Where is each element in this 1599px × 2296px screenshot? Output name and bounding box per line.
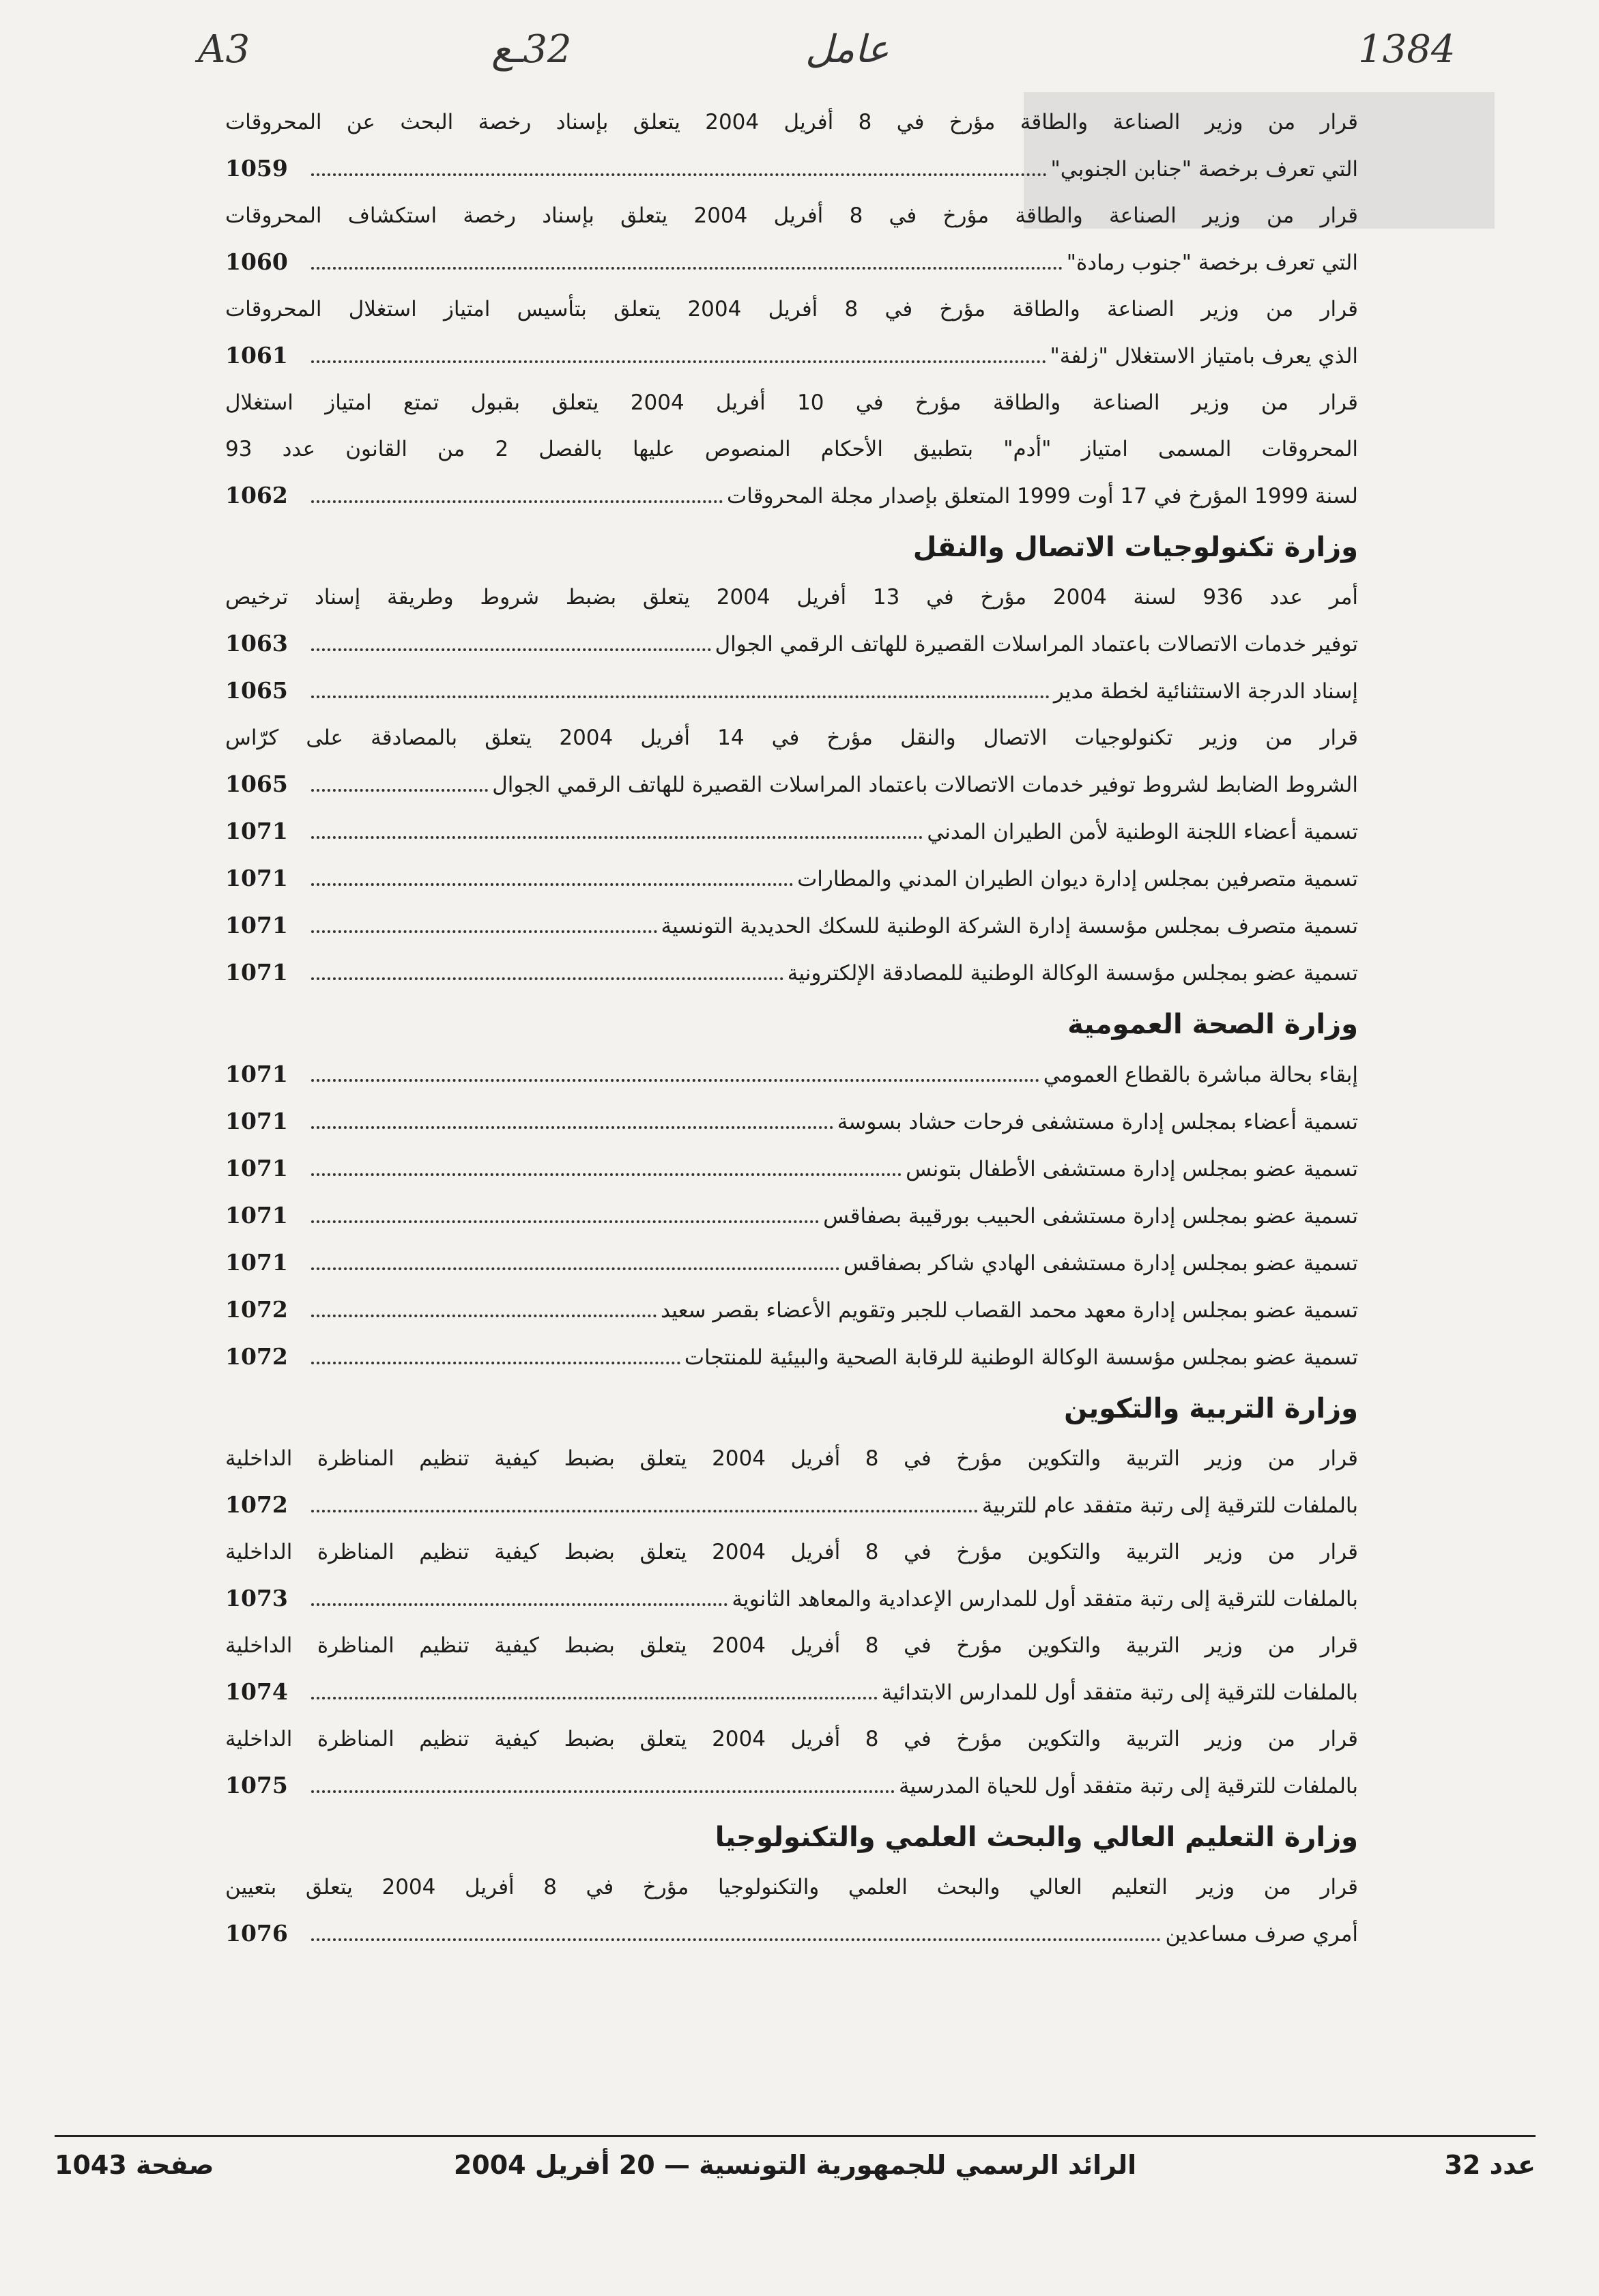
toc-entry <box>225 1716 1358 1809</box>
toc-entry-text: قرار من وزير التربية والتكوين مؤرخ في 8 أفريل 2004 يتعلق بضبط كيفية تنظيم المناظرة الداخلية <box>225 1633 1358 1658</box>
toc-page-number: 1071 <box>225 1249 288 1276</box>
page-number: صفحة 1043 <box>55 2150 214 2180</box>
dot-leader <box>311 1287 657 1317</box>
dot-leader <box>311 762 488 792</box>
dot-leader <box>311 473 723 503</box>
toc-entry-text: إبقاء بحالة مباشرة بالقطاع العمومي <box>1043 1063 1358 1087</box>
toc-page-number: 1065 <box>225 677 288 704</box>
toc-page-number: 1071 <box>225 1061 288 1087</box>
toc-entry-text: الذي يعرف بامتياز الاستغلال "زلفة" <box>1050 344 1358 369</box>
toc-page-number: 1071 <box>225 1155 288 1181</box>
toc-entry-text: تسمية متصرفين بمجلس إدارة ديوان الطيران المدني والمطارات <box>797 867 1358 891</box>
dot-leader <box>311 240 1063 270</box>
toc-entry-text: قرار من وزير الصناعة والطاقة مؤرخ في 8 أفريل 2004 يتعلق بإسناد رخصة البحث عن المحروقات <box>225 110 1358 134</box>
toc-page-number: 1071 <box>225 865 288 891</box>
toc-entry-text: قرار من وزير الصناعة والطاقة مؤرخ في 10 أفريل 2004 يتعلق بقبول تمتع امتياز استغلال <box>225 390 1358 415</box>
dot-leader <box>311 950 783 980</box>
toc-entry <box>225 1529 1358 1622</box>
footer-rule <box>55 2135 1536 2137</box>
toc-page-number: 1060 <box>225 248 288 275</box>
dot-leader <box>311 333 1046 363</box>
dot-leader <box>311 1193 819 1223</box>
toc-entry-text: تسمية عضو بمجلس مؤسسة الوكالة الوطنية للرقابة الصحية والبيئية للمنتجات <box>684 1345 1358 1370</box>
toc-entry-text: بالملفات للترقية إلى رتبة متفقد أول للمدارس الإعدادية والمعاهد الثانوية <box>732 1587 1358 1611</box>
issue-number: عدد 32 <box>1444 2150 1536 2180</box>
toc-page-number: 1076 <box>225 1920 288 1947</box>
toc-entry <box>225 1435 1358 1529</box>
toc-entry-text: تسمية عضو بمجلس إدارة مستشفى الهادي شاكر بصفاقس <box>843 1251 1358 1276</box>
ministry-heading: وزارة التربية والتكوين <box>1064 1393 1358 1424</box>
toc-entry-text: تسمية عضو بمجلس مؤسسة الوكالة الوطنية للمصادقة الإلكترونية <box>787 961 1358 986</box>
toc-entry-text: التي تعرف برخصة "جنوب رمادة" <box>1066 250 1358 275</box>
toc-page-number: 1072 <box>225 1296 288 1323</box>
toc-entry <box>225 379 1358 519</box>
toc-entry-text: لسنة 1999 المؤرخ في 17 أوت 1999 المتعلق بإصدار مجلة المحروقات <box>727 484 1358 508</box>
toc-page-number: 1071 <box>225 818 288 844</box>
toc-page-number: 1059 <box>225 155 288 182</box>
toc-entry-text: إسناد الدرجة الاستثنائية لخطة مدير <box>1053 679 1358 704</box>
dot-leader <box>311 856 793 886</box>
toc-entry-text: قرار من وزير الصناعة والطاقة مؤرخ في 8 أفريل 2004 يتعلق بتأسيس امتياز استغلال المحروقات <box>225 297 1358 321</box>
page-footer <box>55 2150 1536 2198</box>
handwritten-note: 32ـع <box>491 27 572 72</box>
dot-leader <box>311 1669 878 1699</box>
toc-entry <box>225 1145 1358 1192</box>
toc-entry <box>225 949 1358 996</box>
toc-entry <box>225 192 1358 286</box>
dot-leader <box>311 1482 978 1512</box>
dot-leader <box>311 1334 680 1364</box>
ministry-heading: وزارة الصحة العمومية <box>1067 1009 1358 1040</box>
toc-entry-text: تسمية عضو بمجلس إدارة معهد محمد القصاب للجبر وتقويم الأعضاء بقصر سعيد <box>660 1298 1358 1323</box>
toc-entry-text: تسمية عضو بمجلس إدارة مستشفى الحبيب بورقيبة بصفاقس <box>823 1204 1358 1229</box>
toc-page-number: 1074 <box>225 1678 288 1705</box>
toc-entry <box>225 855 1358 902</box>
toc-entry-text: أمر عدد 936 لسنة 2004 مؤرخ في 13 أفريل 2004 يتعلق بضبط شروط وطريقة إسناد ترخيص <box>225 585 1358 609</box>
toc-entry <box>225 715 1358 808</box>
toc-entry <box>225 902 1358 949</box>
toc-page-number: 1072 <box>225 1491 288 1518</box>
dot-leader <box>311 1911 1161 1941</box>
dot-leader <box>311 809 923 839</box>
toc-entry-text: بالملفات للترقية إلى رتبة متفقد أول للحياة المدرسية <box>898 1774 1358 1798</box>
toc-entry <box>225 286 1358 379</box>
toc-page-number: 1071 <box>225 1108 288 1134</box>
toc-entry <box>225 668 1358 715</box>
toc-entry-text: توفير خدمات الاتصالات باعتماد المراسلات القصيرة للهاتف الرقمي الجوال <box>715 632 1358 657</box>
table-of-contents <box>225 99 1358 1957</box>
dot-leader <box>311 1240 839 1270</box>
dot-leader <box>311 1576 728 1606</box>
toc-entry-text: تسمية أعضاء اللجنة الوطنية لأمن الطيران المدني <box>927 820 1358 844</box>
toc-entry <box>225 1287 1358 1334</box>
toc-entry-text: التي تعرف برخصة "جنابن الجنوبي" <box>1050 157 1358 182</box>
toc-entry <box>225 808 1358 855</box>
toc-entry-text: أمري صرف مساعدين <box>1165 1922 1358 1947</box>
dot-leader <box>311 621 711 651</box>
toc-entry <box>225 574 1358 668</box>
toc-entry-text: الشروط الضابط لشروط توفير خدمات الاتصالات باعتماد المراسلات القصيرة للهاتف الرقمي الجوال <box>492 773 1358 797</box>
dot-leader <box>311 1763 895 1793</box>
toc-page-number: 1063 <box>225 630 288 657</box>
toc-page-number: 1071 <box>225 959 288 986</box>
dot-leader <box>311 1052 1039 1082</box>
ministry-heading: وزارة تكنولوجيات الاتصال والنقل <box>912 532 1358 563</box>
toc-entry <box>225 1334 1358 1381</box>
toc-entry-text: قرار من وزير التربية والتكوين مؤرخ في 8 أفريل 2004 يتعلق بضبط كيفية تنظيم المناظرة الداخلية <box>225 1446 1358 1471</box>
handwritten-note: 1384 <box>1358 27 1456 72</box>
gazette-title-date: الرائد الرسمي للجمهورية التونسية — 20 أفريل 2004 <box>453 2150 1137 2180</box>
toc-entry-text: تسمية أعضاء بمجلس إدارة مستشفى فرحات حشاد بسوسة <box>837 1110 1358 1134</box>
toc-entry <box>225 1622 1358 1716</box>
toc-entry-text: بالملفات للترقية إلى رتبة متفقد أول للمدارس الابتدائية <box>881 1680 1358 1705</box>
toc-entry-text: بالملفات للترقية إلى رتبة متفقد عام للتربية <box>981 1493 1358 1518</box>
toc-entry-text: قرار من وزير الصناعة والطاقة مؤرخ في 8 أفريل 2004 يتعلق بإسناد رخصة استكشاف المحروقات <box>225 203 1358 228</box>
toc-entry-text: قرار من وزير التعليم العالي والبحث العلمي والتكنولوجيا مؤرخ في 8 أفريل 2004 يتعلق بتعيين <box>225 1875 1358 1899</box>
toc-page-number: 1072 <box>225 1343 288 1370</box>
toc-entry-text: قرار من وزير التربية والتكوين مؤرخ في 8 أفريل 2004 يتعلق بضبط كيفية تنظيم المناظرة الداخلية <box>225 1727 1358 1751</box>
ministry-heading: وزارة التعليم العالي والبحث العلمي والتكنولوجيا <box>715 1822 1358 1853</box>
toc-entry <box>225 1051 1358 1098</box>
toc-page-number: 1071 <box>225 912 288 938</box>
toc-entry-text: تسمية عضو بمجلس إدارة مستشفى الأطفال بتونس <box>906 1157 1358 1181</box>
dot-leader <box>311 1146 902 1176</box>
dot-leader <box>311 146 1047 176</box>
toc-page-number: 1062 <box>225 482 288 508</box>
toc-page-number: 1071 <box>225 1202 288 1229</box>
dot-leader <box>311 1099 833 1129</box>
toc-entry-text: المحروقات المسمى امتياز "أدم" بتطبيق الأحكام المنصوص عليها بالفصل 2 من القانون عدد 93 <box>225 437 1359 461</box>
toc-page-number: 1065 <box>225 771 288 797</box>
toc-entry-text: قرار من وزير تكنولوجيات الاتصال والنقل مؤرخ في 14 أفريل 2004 يتعلق بالمصادقة على كرّاس <box>225 726 1358 750</box>
toc-page-number: 1075 <box>225 1772 288 1798</box>
toc-entry <box>225 1864 1358 1957</box>
dot-leader <box>311 903 657 933</box>
toc-entry <box>225 99 1358 192</box>
toc-entry <box>225 1192 1358 1239</box>
handwritten-note: A3 <box>198 27 250 72</box>
toc-entry-text: قرار من وزير التربية والتكوين مؤرخ في 8 أفريل 2004 يتعلق بضبط كيفية تنظيم المناظرة الداخلية <box>225 1540 1358 1564</box>
toc-entry-text: تسمية متصرف بمجلس مؤسسة إدارة الشركة الوطنية للسكك الحديدية التونسية <box>661 914 1358 938</box>
dot-leader <box>311 668 1050 698</box>
toc-entry <box>225 1098 1358 1145</box>
toc-page-number: 1061 <box>225 342 288 369</box>
toc-page-number: 1073 <box>225 1585 288 1611</box>
handwritten-note: عامل <box>805 27 889 72</box>
toc-entry <box>225 1239 1358 1287</box>
